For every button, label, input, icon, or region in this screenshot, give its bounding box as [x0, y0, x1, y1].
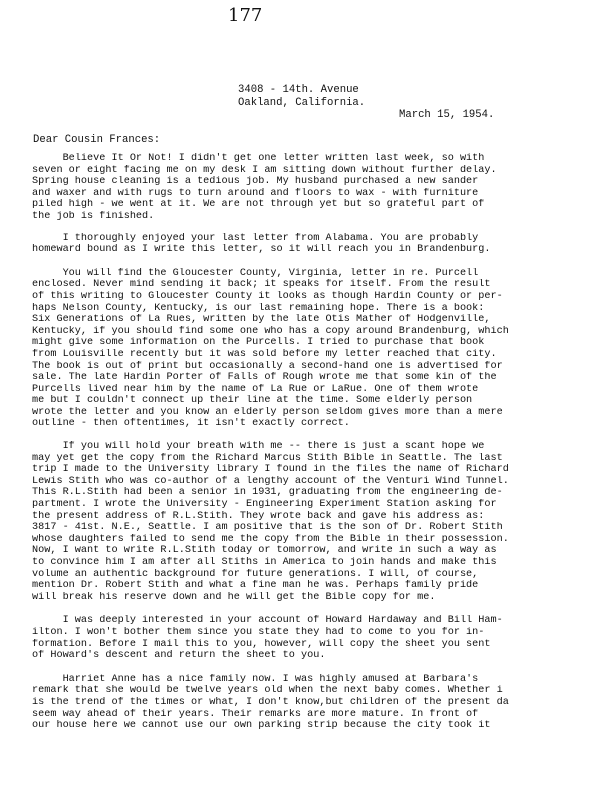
text-line: 3817 - 41st. N.E., Seattle. I am positive that is the son of Dr. Robert Stith [32, 522, 503, 534]
text-line: me but I couldn't connect up their line at the time. Some elderly person [32, 395, 473, 407]
text-line: Kentucky, if you should find some one who has a copy around Brandenburg, which [32, 325, 509, 337]
text-line: ilton. I won't bother them since you state they had to come to you for in- [32, 626, 485, 638]
text-line: will break his reserve down and he will get the Bible copy for me. [32, 591, 436, 603]
letter-body [32, 153, 594, 742]
letter-paragraph [32, 441, 594, 603]
text-line: seem way ahead of their years. Their remarks are more mature. In front of [32, 708, 479, 720]
text-line: Harriet Anne has a nice family now. I was highly amused at Barbara's [32, 673, 479, 685]
text-line: might give some information on the Purcells. I tried to purchase that book [32, 337, 485, 349]
text-line: our house here we cannot use our own parking strip because the city took it [32, 720, 491, 732]
text-line: the job is finished. [32, 210, 155, 222]
text-line: You will find the Gloucester County, Virginia, letter in re. Purcell [32, 267, 479, 279]
text-line: Now, I want to write R.L.Stith today or tomorrow, and write in such a way as [32, 545, 497, 557]
text-line: of this writing to Gloucester County it looks as though Hardin County or per- [32, 290, 503, 302]
address-city: Oakland, California. [238, 96, 366, 109]
letter-date: March 15, 1954. [399, 109, 495, 121]
text-line: I was deeply interested in your account of Howard Hardaway and Bill Ham- [32, 615, 503, 627]
sender-address [238, 84, 365, 109]
text-line: haps Nelson County, Kentucky, is our last remaining hope. There is a book: [32, 302, 485, 314]
text-line: This R.L.Stith had been a senior in 1931, graduating from the engineering de- [32, 487, 503, 499]
page-number: 177 [228, 5, 263, 26]
text-line: mention Dr. Robert Stith and what a fine man he was. Perhaps family pride [32, 580, 479, 592]
text-line: Lewis Stith who was co-author of a lengthy account of the Venturi Wind Tunnel. [32, 475, 509, 487]
text-line: Six Generations of La Rues, written by the late Otis Mather of Hodgenville, [32, 314, 491, 326]
text-line: volume an authentic background for future generations. I will, of course, [32, 568, 479, 580]
text-line: I thoroughly enjoyed your last letter from Alabama. You are probably [32, 232, 479, 244]
text-line: remark that she would be twelve years old when the next baby comes. Whether i [32, 685, 503, 697]
text-line: of Howard's descent and return the sheet to you. [32, 650, 326, 662]
text-line: the present address of R.L.Stith. They wrote back and gave his address as: [32, 510, 485, 522]
text-line: and waxer and with rugs to turn around and floors to wax - with furniture [32, 187, 479, 199]
text-line: Spring house cleaning is a tedious job. My husband purchased a new sander [32, 176, 479, 188]
text-line: whose daughters failed to send me the copy from the Bible in their possession. [32, 533, 509, 545]
address-street: 3408 - 14th. Avenue [238, 84, 359, 96]
text-line: to convince him I am after all Stiths in America to join hands and make this [32, 557, 497, 568]
text-line: is the trend of the times or what, I don't know,but children of the present da [32, 696, 509, 708]
text-line: outline - then oftentimes, it isn't exactly correct. [32, 418, 350, 430]
text-line: seven or eight facing me on my desk I am sitting down without further delay. [32, 164, 497, 176]
letter-paragraph [32, 268, 594, 430]
text-line: from Louisville recently but it was sold before my letter reached that city. [32, 348, 497, 360]
letter-paragraph [32, 153, 594, 223]
text-line: Believe It Or Not! I didn't get one letter written last week, so with [32, 153, 485, 164]
text-line: homeward bound as I write this letter, so it will reach you in Brandenburg. [32, 244, 491, 256]
text-line: sale. The late Hardin Porter of Falls of Rough wrote me that some kin of the [32, 372, 497, 384]
text-line: may yet get the copy from the Richard Marcus Stith Bible in Seattle. The last [32, 452, 503, 464]
text-line: The book is out of print but occasionally a second-hand one is advertised for [32, 360, 503, 372]
letter-paragraph [32, 233, 594, 256]
text-line: wrote the letter and you know an elderly person seldom gives more than a mere [32, 406, 503, 418]
letter-paragraph [32, 674, 594, 732]
text-line: partment. I wrote the University - Engineering Experiment Station asking for [32, 499, 497, 511]
salutation: Dear Cousin Frances: [33, 134, 161, 146]
text-line: enclosed. Never mind sending it back; it speaks for itself. From the result [32, 279, 491, 291]
text-line: Purcells lived near him by the name of La Rue or LaRue. One of them wrote [32, 383, 479, 395]
text-line: trip I made to the University library I found in the files the name of Richard [32, 464, 509, 476]
text-line: piled high - we went at it. We are not through yet but so grateful part of [32, 199, 485, 211]
text-line: If you will hold your breath with me -- there is just a scant hope we [32, 441, 485, 453]
letter-paragraph [32, 615, 594, 661]
text-line: formation. Before I mail this to you, however, will copy the sheet you sent [32, 638, 491, 650]
